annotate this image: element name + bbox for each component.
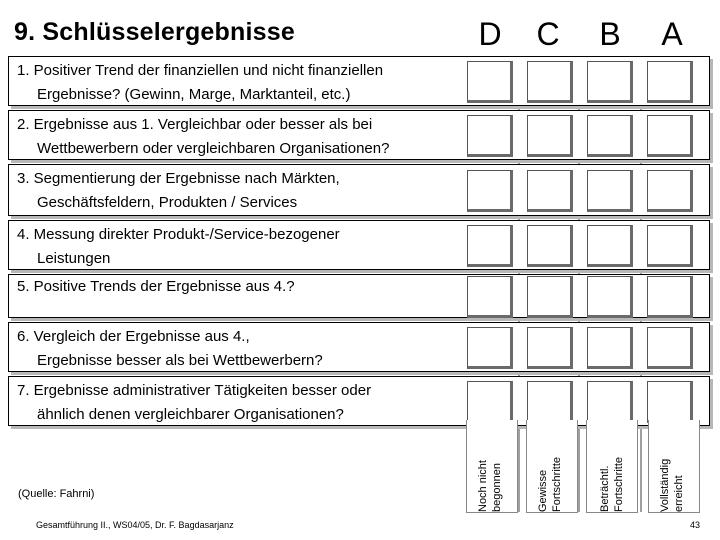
criterion-line-1: 1. Positiver Trend der finanziellen und nicht finanziellen bbox=[17, 62, 384, 79]
rating-box-c[interactable] bbox=[527, 327, 573, 369]
criterion-line-1: 3. Segmentierung der Ergebnisse nach Märkten, bbox=[17, 170, 340, 187]
criterion-line-2: Ergebnisse besser als bei Wettbewerbern? bbox=[37, 352, 323, 369]
criterion-line-1: 2. Ergebnisse aus 1. Vergleichbar oder besser als bei bbox=[17, 116, 373, 133]
rating-box-b[interactable] bbox=[587, 327, 633, 369]
rating-box-b[interactable] bbox=[587, 61, 633, 103]
criterion-line-1: 5. Positive Trends der Ergebnisse aus 4.? bbox=[17, 278, 295, 295]
column-label-line-1: Beträchtl. bbox=[599, 465, 611, 512]
rating-box-d[interactable] bbox=[467, 327, 513, 369]
page-title: 9. Schlüsselergebnisse bbox=[14, 18, 295, 46]
rating-box-b[interactable] bbox=[587, 225, 633, 267]
rating-box-a[interactable] bbox=[647, 170, 693, 212]
rating-box-d[interactable] bbox=[467, 170, 513, 212]
criterion-text bbox=[17, 167, 467, 215]
criterion-line-2: Ergebnisse? (Gewinn, Marge, Marktanteil, etc.) bbox=[37, 86, 351, 103]
criterion-row-1 bbox=[8, 56, 710, 106]
rating-box-b[interactable] bbox=[587, 115, 633, 157]
criterion-row-6 bbox=[8, 322, 710, 372]
rating-box-c[interactable] bbox=[527, 225, 573, 267]
rating-box-c[interactable] bbox=[527, 276, 573, 318]
criterion-line-2: Geschäftsfeldern, Produkten / Services bbox=[37, 194, 298, 211]
rating-box-b[interactable] bbox=[587, 276, 633, 318]
rating-box-d[interactable] bbox=[467, 61, 513, 103]
criterion-text bbox=[17, 379, 467, 427]
column-label-line-1: Noch nicht bbox=[477, 460, 489, 512]
criterion-line-2: Wettbewerbern oder vergleichbaren Organisationen? bbox=[37, 140, 390, 157]
rating-box-c[interactable] bbox=[527, 61, 573, 103]
page-number: 43 bbox=[690, 520, 701, 530]
rating-box-c[interactable] bbox=[527, 115, 573, 157]
rating-box-a[interactable] bbox=[647, 225, 693, 267]
rating-box-b[interactable] bbox=[587, 170, 633, 212]
footer-text: Gesamtführung II., WS04/05, Dr. F. Bagdasarjanz bbox=[36, 520, 234, 530]
criterion-line-1: 7. Ergebnisse administrativer Tätigkeiten besser oder bbox=[17, 382, 372, 399]
column-label-b bbox=[594, 372, 630, 512]
criterion-line-2: ähnlich denen vergleichbarer Organisationen? bbox=[37, 406, 344, 423]
column-label-line-1: Vollständig bbox=[659, 458, 671, 512]
column-label-line-2: Fortschritte bbox=[613, 456, 625, 512]
column-label-line-2: begonnen bbox=[491, 463, 503, 512]
criterion-line-1: 4. Messung direkter Produkt-/Service-bezogener bbox=[17, 226, 340, 243]
rating-box-c[interactable] bbox=[527, 170, 573, 212]
criterion-row-2 bbox=[8, 110, 710, 160]
rating-box-a[interactable] bbox=[647, 276, 693, 318]
rating-box-d[interactable] bbox=[467, 115, 513, 157]
column-label-d bbox=[472, 372, 508, 512]
criterion-text bbox=[17, 59, 467, 107]
grade-c-header: C bbox=[536, 16, 560, 52]
column-label-line-2: erreicht bbox=[673, 475, 685, 512]
column-label-line-2: Fortschritte bbox=[551, 456, 563, 512]
rating-box-d[interactable] bbox=[467, 225, 513, 267]
rating-box-a[interactable] bbox=[647, 327, 693, 369]
criterion-text bbox=[17, 325, 467, 373]
criterion-row-5 bbox=[8, 274, 710, 318]
criterion-text bbox=[17, 113, 467, 161]
rating-box-d[interactable] bbox=[467, 276, 513, 318]
column-label-c bbox=[532, 372, 568, 512]
criterion-row-4 bbox=[8, 220, 710, 270]
grade-b-header: B bbox=[599, 16, 621, 52]
rating-box-a[interactable] bbox=[647, 115, 693, 157]
rating-box-a[interactable] bbox=[647, 61, 693, 103]
criterion-line-1: 6. Vergleich der Ergebnisse aus 4., bbox=[17, 328, 250, 345]
grade-a-header: A bbox=[661, 16, 683, 52]
criterion-text bbox=[17, 275, 467, 299]
criterion-text bbox=[17, 223, 467, 271]
column-label-a bbox=[654, 372, 690, 512]
criterion-line-2: Leistungen bbox=[37, 250, 111, 267]
criterion-row-3 bbox=[8, 164, 710, 216]
source-note: (Quelle: Fahrni) bbox=[18, 488, 95, 500]
grade-d-header: D bbox=[478, 16, 502, 52]
column-label-line-1: Gewisse bbox=[537, 469, 549, 512]
